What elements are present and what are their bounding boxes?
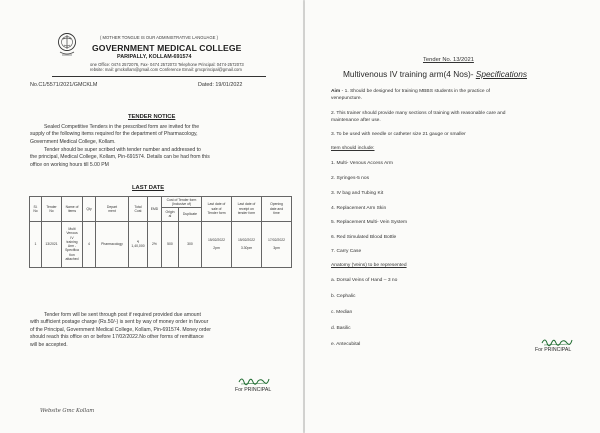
anatomy-item: b. Cephalic — [331, 294, 356, 299]
cell-qty: 4 — [83, 221, 96, 267]
header-original: Origin al — [162, 207, 179, 221]
paragraph-line: Tender should be super scribed with tender number and addressed to — [44, 147, 201, 153]
point-3: 3. To be used with needle or catheter size 21 gauge or smaller — [331, 132, 466, 137]
principal-signature — [540, 335, 574, 347]
table-row — [30, 221, 292, 267]
reference-date: Dated: 19/01/2022 — [198, 82, 243, 88]
cell-items: Multi Venous IV training Arm - Specifica tion attached — [62, 221, 83, 267]
college-place: PARIPALLY, KOLLAM-691574 — [117, 54, 192, 60]
include-label: Item should include: — [331, 146, 375, 151]
header-items: Name of items — [62, 197, 83, 222]
cell-sl: 1 — [30, 221, 42, 267]
include-item: 1. Multi- Venous Access Arm — [331, 161, 393, 166]
tender-label: Tender No. 13/2021 — [423, 57, 474, 63]
paragraph-line: supply of the following items required for the department of Pharmacology, — [30, 131, 198, 138]
cell-total-cost: ₹ 1,40,000 — [129, 221, 148, 267]
paragraph-line: of the Principal, Government Medical College, Kollam, Pin-691574. Money order — [30, 326, 211, 333]
college-emblem — [57, 32, 77, 58]
specifications-page — [305, 0, 600, 433]
aim-line-1: Aim - 1. Should be designed for training MBBS students in the practice of — [331, 89, 491, 94]
header-total-cost: Total Cost — [129, 197, 148, 222]
signoff-left: For PRINCIPAL — [235, 387, 272, 393]
header-department: Depart ment — [96, 197, 129, 222]
paragraph-line: Tender form will be sent through post if required provided due amount — [44, 312, 201, 318]
header-qty: Qty — [83, 197, 96, 222]
cell-duplicate: 300 — [179, 221, 202, 267]
notice-paragraph-3 — [30, 312, 280, 349]
signoff-right: For PRINCIPAL — [535, 347, 572, 353]
header-sl: Sl. No — [30, 197, 42, 222]
paragraph-line: Sealed Competitive Tenders in the prescribed form are invited for the — [44, 124, 200, 130]
point-2-line-2: maintenance after use. — [331, 118, 381, 123]
header-last-receipt: Last date of receipt on tender form — [232, 197, 262, 222]
paragraph-line: with sufficient postage charge (Rs.50/-) is sent by way of money order in favour — [30, 319, 209, 326]
anatomy-item: e. Antecubital — [331, 342, 361, 347]
header-cost-of-form: Cost of Tender form (Inclusive of) — [162, 197, 202, 208]
anatomy-label: Anatomy (Veins) to be represented — [331, 263, 407, 268]
anatomy-item: a. Dorsal Veins of Hand – 3 no — [331, 278, 398, 283]
paragraph-line: should reach this office on or before 17/02/2022.No other forms of remittance — [30, 334, 204, 341]
tender-table — [29, 196, 292, 268]
notice-paragraph-1 — [30, 124, 280, 146]
reference-number: No.C1/5571/2021/GMCKLM — [30, 82, 98, 88]
cell-last-sale: 15/02/2022 2pm — [202, 221, 232, 267]
handwritten-note: Website Gmc Kollam — [40, 408, 95, 414]
anatomy-item: d. Basilic — [331, 326, 351, 331]
include-item: 2. Syringes-5 nos — [331, 176, 370, 181]
last-date-title: LAST DATE — [132, 185, 165, 191]
cell-tender-no: 13/2021 — [42, 221, 62, 267]
letterhead-divider — [52, 76, 266, 77]
header-last-sale: Last date of sale of Tender form — [202, 197, 232, 222]
anatomy-item: c. Median — [331, 310, 353, 315]
include-item: 7. Carry Case — [331, 249, 362, 254]
include-item: 3. IV bag and Tubing Kit — [331, 191, 384, 196]
contact-line-1: one Office: 0474 2572076, Fax- 0474 2572073 Telephone Principal: 0474-2572073 — [90, 62, 244, 67]
notice-paragraph-2 — [30, 147, 280, 169]
letterhead-tagline: ( MOTHER TONGUE IS OUR ADMINISTRATIVE LANGUAGE ) — [100, 35, 218, 40]
include-item: 4. Replacement Arm Skin — [331, 206, 387, 211]
cell-emd: 2% — [148, 221, 162, 267]
paragraph-line: the principal, Medical College, Kollam, Pin-691574. Details can be had from this — [30, 154, 210, 161]
header-tender-no: Tender No — [42, 197, 62, 222]
paragraph-line: Government Medical College, Kollam. — [30, 138, 116, 145]
header-duplicate: Duplicate — [179, 207, 202, 221]
specification-title: Multivenous IV training arm(4 Nos)- Specifications — [343, 69, 527, 79]
include-item: 5. Replacement Multi- Vein System — [331, 220, 408, 225]
include-item: 6. Red Simulated Blood Bottle — [331, 235, 397, 240]
paragraph-line: office on working hours till 5.00 PM — [30, 161, 109, 168]
cell-department: Pharmacology — [96, 221, 129, 267]
table-header-row — [30, 197, 292, 208]
header-emd: EMD — [148, 197, 162, 222]
cell-original: 500 — [162, 221, 179, 267]
cell-opening: 17/02/2022 3pm — [262, 221, 292, 267]
header-opening: Opening date and time — [262, 197, 292, 222]
cell-last-receipt: 15/02/2022 3.30pm — [232, 221, 262, 267]
point-2-line-1: 2. This trainer should provide many sections of training with reasonable care and — [331, 111, 506, 116]
paragraph-line: will be accepted. — [30, 341, 68, 348]
contact-line-2: rebsite: mail: gmckollam@gmail.com Conference Email: gmcprincipal@gmail.com — [90, 67, 242, 72]
principal-signature — [237, 374, 271, 386]
college-name: GOVERNMENT MEDICAL COLLEGE — [92, 43, 242, 53]
notice-title: TENDER NOTICE — [128, 114, 176, 120]
aim-line-2: venepuncture. — [331, 96, 362, 101]
